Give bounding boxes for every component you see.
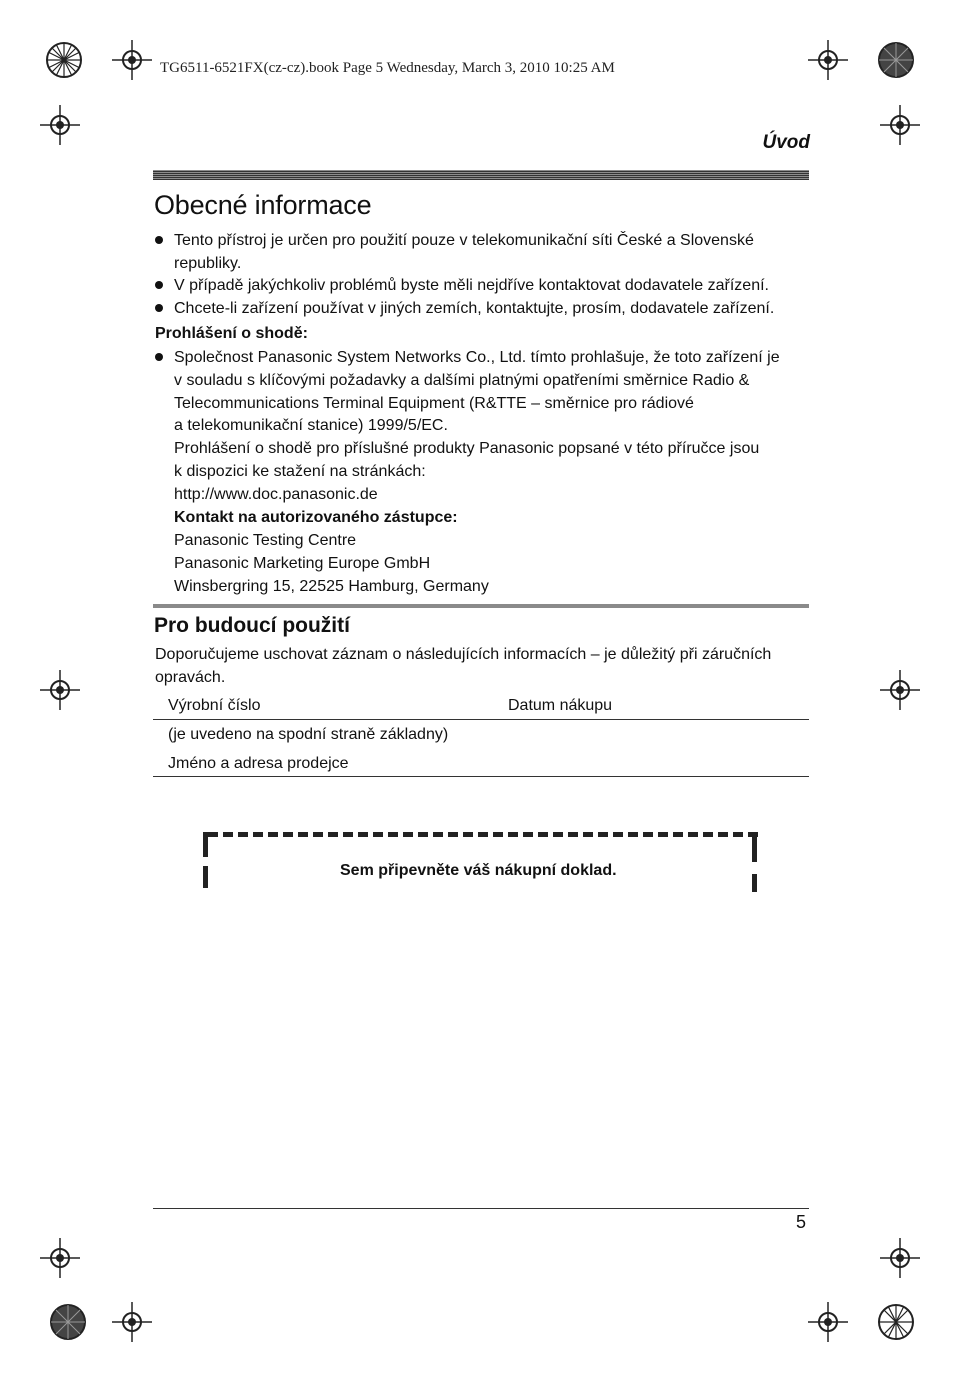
contact-line: Panasonic Testing Centre bbox=[174, 532, 357, 549]
cut-frame-edge bbox=[203, 866, 208, 888]
declaration-line: Společnost Panasonic System Networks Co., Ltd. tímto prohlašuje, že toto zařízení je bbox=[174, 349, 780, 366]
bullet-icon bbox=[155, 281, 163, 289]
registration-mark-icon bbox=[876, 40, 916, 80]
footer-line bbox=[153, 1208, 809, 1209]
bullet-icon bbox=[155, 353, 163, 361]
contact-line: Winsbergring 15, 22525 Hamburg, Germany bbox=[174, 578, 489, 595]
crosshair-icon bbox=[40, 105, 80, 145]
serial-label: Výrobní číslo bbox=[168, 697, 261, 714]
cut-frame-edge bbox=[203, 832, 208, 857]
cut-frame-edge bbox=[752, 874, 757, 892]
section-title: Pro budoucí použití bbox=[154, 614, 350, 637]
contact-line: Panasonic Marketing Europe GmbH bbox=[174, 555, 431, 572]
book-header: TG6511-6521FX(cz-cz).book Page 5 Wednesday, March 3, 2010 10:25 AM bbox=[160, 60, 615, 76]
declaration-line: k dispozici ke stažení na stránkách: bbox=[174, 463, 426, 480]
declaration-line: a telekomunikační stanice) 1999/5/EC. bbox=[174, 417, 448, 434]
crosshair-icon bbox=[112, 40, 152, 80]
crosshair-icon bbox=[880, 670, 920, 710]
crosshair-icon bbox=[880, 105, 920, 145]
intro-line: opravách. bbox=[155, 669, 226, 686]
declaration-line: Prohlášení o shodě pro příslušné produkty Panasonic popsané v této příručce jsou bbox=[174, 440, 760, 457]
registration-mark-icon bbox=[48, 1302, 88, 1342]
intro-line: Doporučujeme uschovat záznam o následujících informacích – je důležitý při záručních bbox=[155, 646, 772, 663]
registration-mark-icon bbox=[44, 40, 84, 80]
crosshair-icon bbox=[40, 670, 80, 710]
section-bar bbox=[153, 170, 809, 180]
crosshair-icon bbox=[40, 1238, 80, 1278]
crosshair-icon bbox=[880, 1238, 920, 1278]
serial-note: (je uvedeno na spodní straně základny) bbox=[168, 726, 449, 743]
bullet-text: Chcete-li zařízení používat v jiných zemích, kontaktujte, prosím, dodavatele zařízení. bbox=[174, 300, 775, 317]
page-number: 5 bbox=[796, 1212, 807, 1232]
bullet-icon bbox=[155, 236, 163, 244]
bullet-text: V případě jakýchkoliv problémů byste měli nejdříve kontaktovat dodavatele zařízení. bbox=[174, 277, 769, 294]
crosshair-icon bbox=[808, 40, 848, 80]
crosshair-icon bbox=[808, 1302, 848, 1342]
cut-frame-edge bbox=[752, 832, 757, 862]
declaration-link[interactable]: http://www.doc.panasonic.de bbox=[174, 486, 378, 503]
bullet-text: Tento přístroj je určen pro použití pouze v telekomunikační síti České a Slovenské bbox=[174, 232, 754, 249]
registration-mark-icon bbox=[876, 1302, 916, 1342]
contact-heading: Kontakt na autorizovaného zástupce: bbox=[174, 509, 458, 526]
crosshair-icon bbox=[112, 1302, 152, 1342]
receipt-note: Sem připevněte váš nákupní doklad. bbox=[340, 862, 617, 879]
declaration-line: Telecommunications Terminal Equipment (R&TTE – směrnice pro rádiové bbox=[174, 395, 694, 412]
page-title: Obecné informace bbox=[154, 190, 372, 220]
bullet-text: republiky. bbox=[174, 255, 242, 272]
cut-line bbox=[208, 832, 758, 837]
declaration-line: v souladu s klíčovými požadavky a dalšími platnými opatřeními směrnice Radio & bbox=[174, 372, 750, 389]
dealer-label: Jméno a adresa prodejce bbox=[168, 755, 349, 772]
declaration-heading: Prohlášení o shodě: bbox=[155, 325, 308, 342]
date-label: Datum nákupu bbox=[508, 697, 613, 714]
table-line bbox=[153, 719, 809, 720]
bullet-icon bbox=[155, 304, 163, 312]
section-divider bbox=[153, 604, 809, 608]
section-label: Úvod bbox=[762, 132, 810, 153]
table-line bbox=[153, 776, 809, 777]
